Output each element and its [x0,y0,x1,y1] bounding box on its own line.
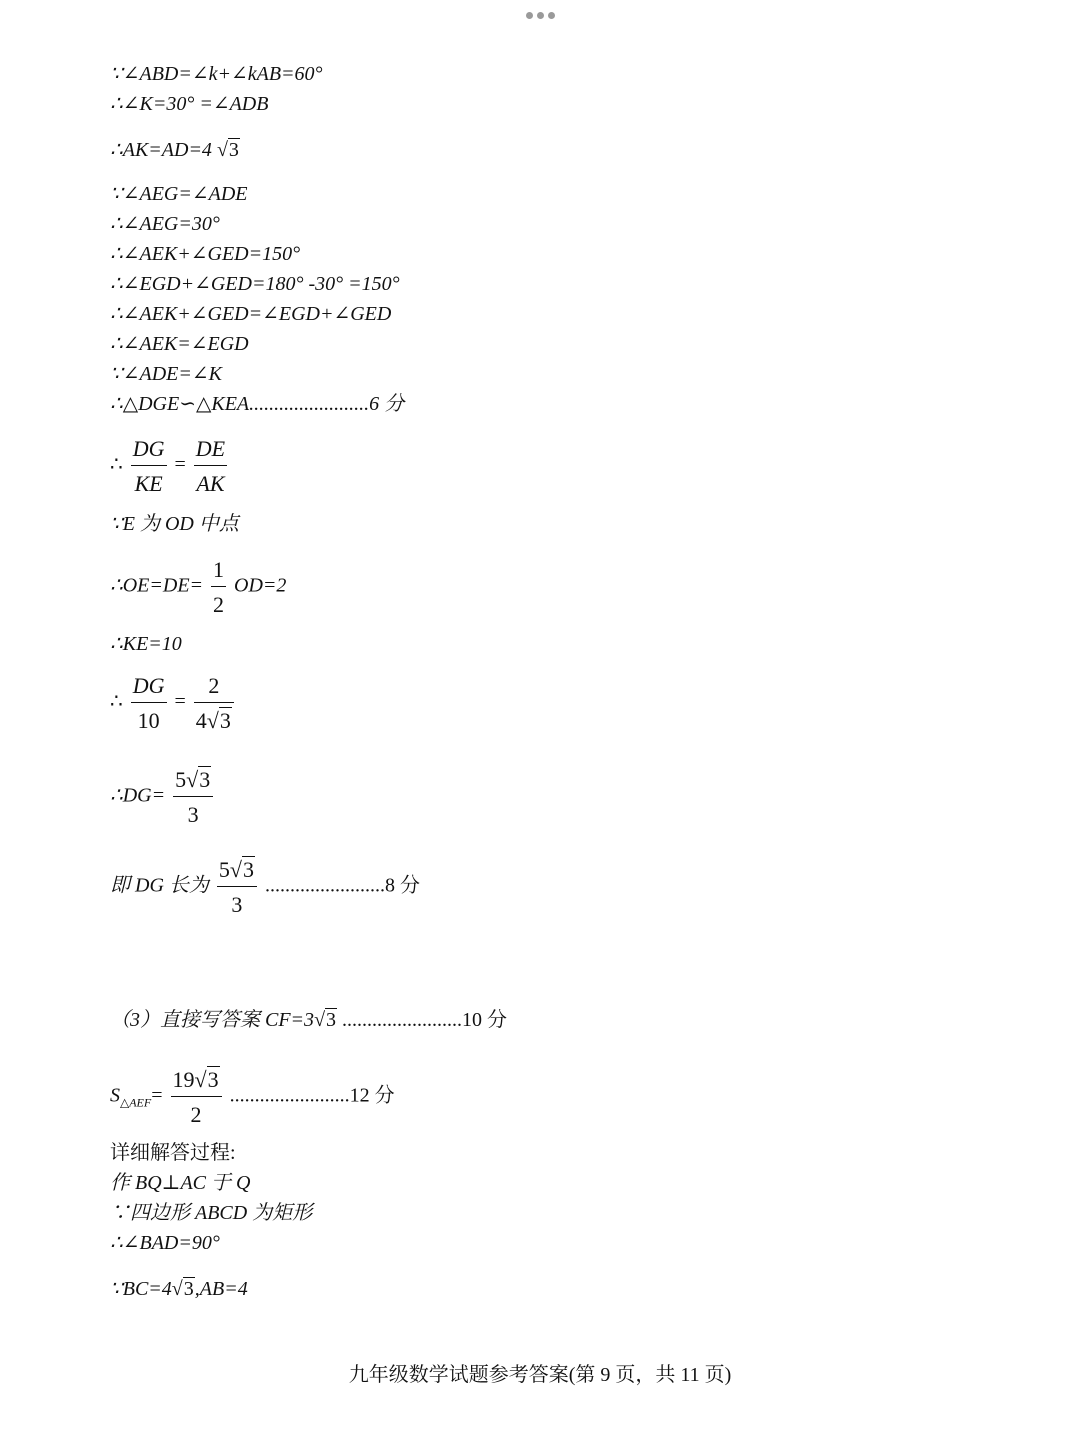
proof-line-25: ∵BC=4√3,AB=4 [110,1278,248,1300]
fraction: $\frac{5√3}{3}$ [217,856,257,918]
sqrt-symbol: √3 [186,767,211,792]
proof-line-2: ∴∠K=30° =∠ADB [110,93,269,115]
sqrt-symbol: √3 [216,139,239,161]
fraction: $\frac{2}{4√3}$ [194,672,234,734]
fraction: $\frac{1}{2}$ [213,557,225,617]
proof-line-4: ∵∠AEG=∠ADE [110,183,248,205]
proof-line-10: ∵∠ADE=∠K [110,363,222,385]
proof-line-19: （3）直接写答案 CF=3√3 ........................10 分 [110,1009,508,1031]
proof-line-16: ∴ $\frac{DG}{10}$ = $\frac{2}{4√3}$ [110,672,237,734]
proof-line-3: ∴AK=AD=4 √3 [110,139,239,161]
proof-line-23: ∵四边形 ABCD 为矩形 [110,1202,313,1224]
proof-line-24: ∴∠BAD=90° [110,1232,220,1254]
proof-line-12: ∴ $\frac{DG}{KE}$ = $\frac{DE}{AK}$ [110,436,226,496]
proof-line-5: ∴∠AEG=30° [110,213,220,235]
proof-line-8: ∴∠AEK+∠GED=∠EGD+∠GED [110,303,392,325]
sqrt-symbol: √3 [194,1067,219,1092]
fraction: $\frac{DE}{AK}$ [195,436,226,496]
proof-line-7: ∴∠EGD+∠GED=180° -30° =150° [110,273,400,295]
fraction: $\frac{19√3}{2}$ [171,1066,222,1128]
proof-line-17: ∴DG= $\frac{5√3}{3}$ [110,766,216,828]
sqrt-symbol: √3 [206,707,231,733]
page-footer: 九年级数学试题参考答案(第 9 页，共 11 页) [348,1364,732,1386]
proof-line-9: ∴∠AEK=∠EGD [110,333,249,355]
proof-line-15: ∴KE=10 [110,633,182,655]
proof-line-20: $S_{\triangle AEF}=$ $\frac{19√3}{2}$ ........................12 分 [110,1067,395,1127]
fraction: $\frac{DG}{10}$ [132,673,165,733]
proof-line-22: 作 BQ⊥AC 于 Q [110,1172,251,1194]
sqrt-symbol: √3 [171,1278,194,1300]
proof-line-13: ∵E 为 OD 中点 [110,513,239,535]
more-options-icon[interactable] [0,6,1080,24]
proof-line-21: 详细解答过程: [110,1142,236,1164]
sqrt-symbol: √3 [229,857,254,882]
fraction: $\frac{DG}{KE}$ [132,436,165,496]
proof-line-1: ∵∠ABD=∠k+∠kAB=60° [110,63,323,85]
proof-line-11: ∴△DGE∽△KEA........................6 分 [110,393,405,415]
proof-line-6: ∴∠AEK+∠GED=150° [110,243,301,265]
proof-line-14: ∴OE=DE= $\frac{1}{2}$ OD=2 [110,557,287,617]
sqrt-symbol: √3 [314,1009,337,1031]
fraction: $\frac{5√3}{3}$ [173,766,213,828]
proof-line-18: 即 DG 长为 $\frac{5√3}{3}$ ........................8 分 [110,857,420,917]
